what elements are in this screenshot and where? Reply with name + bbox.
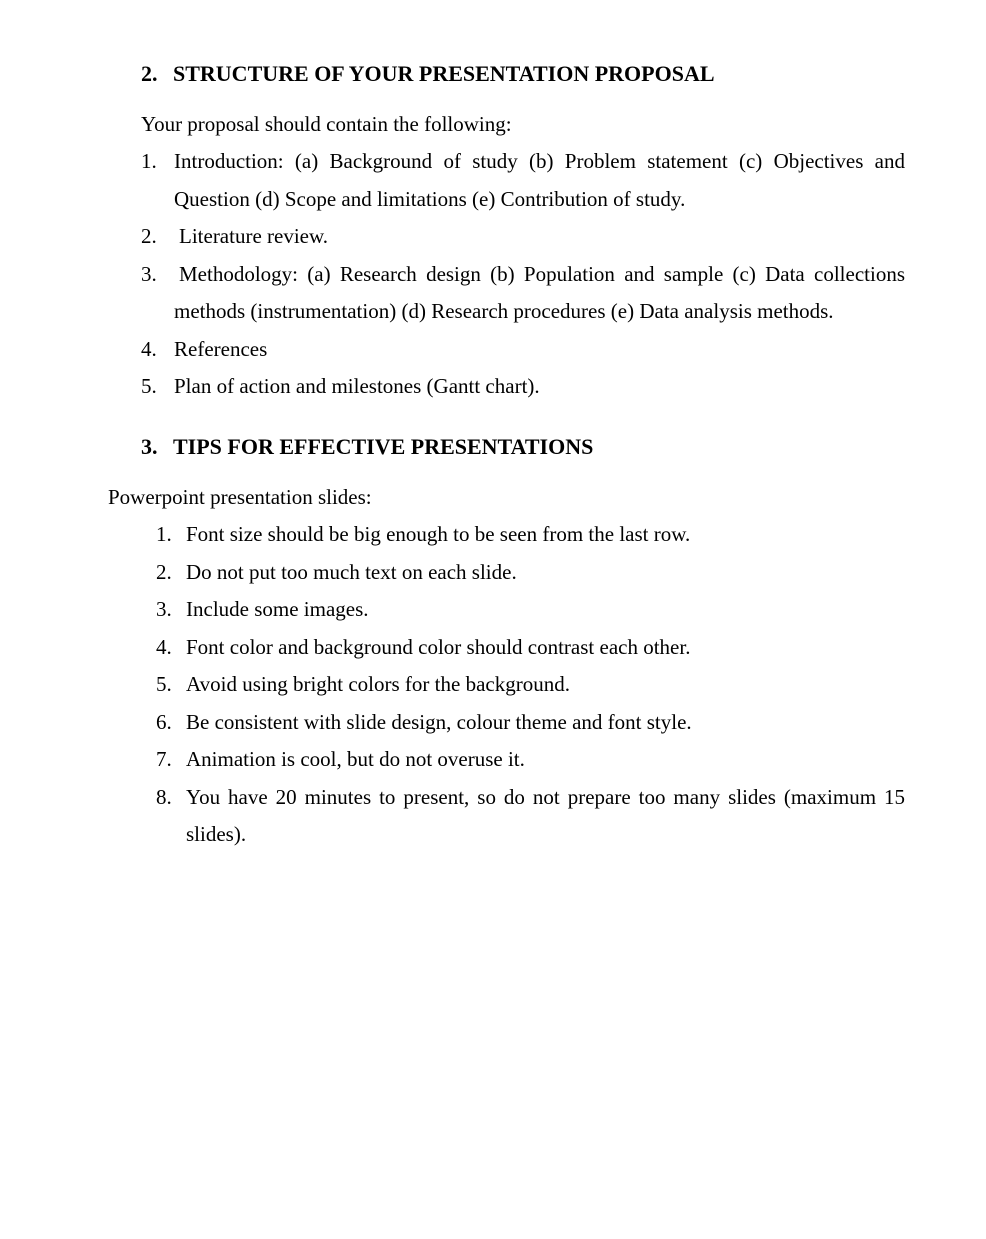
section-2-item-1-marker: 1. [141, 149, 157, 173]
section-3-item-5-line-1: Avoid using bright colors for the background. [186, 672, 570, 696]
section-2-item-3-marker: 3. [141, 262, 157, 286]
section-3-item-4-line-1: Font color and background color should contrast each other. [186, 635, 691, 659]
section-2-item-3-line-1: Methodology: (a) Research design (b) Population and sample (c) Data collections [179, 262, 905, 286]
section-3-item-8-marker: 8. [156, 785, 172, 809]
section-3-item-6-marker: 6. [156, 710, 172, 734]
section-2-item-4-line-1: References [174, 337, 268, 361]
section-3-item-3-marker: 3. [156, 597, 172, 621]
section-2-item-5-line-1: Plan of action and milestones (Gantt chart). [174, 374, 540, 398]
section-3-number: 3. [141, 434, 158, 459]
section-3-item-4-marker: 4. [156, 635, 172, 659]
section-3-title: TIPS FOR EFFECTIVE PRESENTATIONS [173, 434, 594, 459]
section-3-item-2-line-1: Do not put too much text on each slide. [186, 560, 517, 584]
section-3-item-5-marker: 5. [156, 672, 172, 696]
section-2-heading [141, 61, 715, 87]
section-3-item-7-line-1: Animation is cool, but do not overuse it. [186, 747, 525, 771]
section-2-item-2-marker: 2. [141, 224, 157, 248]
section-2-item-4-marker: 4. [141, 337, 157, 361]
section-3-item-3-line-1: Include some images. [186, 597, 369, 621]
section-3-item-7-marker: 7. [156, 747, 172, 771]
section-2-item-1-line-2: Question (d) Scope and limitations (e) Contribution of study. [174, 187, 686, 211]
section-2-item-2-line-1: Literature review. [179, 224, 329, 248]
section-2-title: STRUCTURE OF YOUR PRESENTATION PROPOSAL [173, 61, 715, 86]
section-3-item-2-marker: 2. [156, 560, 172, 584]
section-3-item-8-line-2: slides). [186, 822, 247, 846]
section-3-intro: Powerpoint presentation slides: [108, 485, 372, 509]
section-2-item-1-line-1: Introduction: (a) Background of study (b) Problem statement (c) Objectives and [174, 149, 905, 173]
section-2-item-5-marker: 5. [141, 374, 157, 398]
section-3-heading [141, 434, 593, 460]
section-2-number: 2. [141, 61, 158, 86]
section-3-item-8-line-1: You have 20 minutes to present, so do not prepare too many slides (maximum 15 [186, 785, 905, 809]
section-3-item-1-marker: 1. [156, 522, 172, 546]
section-2-item-3-line-2: methods (instrumentation) (d) Research procedures (e) Data analysis methods. [174, 299, 834, 323]
section-2-intro: Your proposal should contain the following: [141, 112, 512, 136]
section-3-item-1-line-1: Font size should be big enough to be seen from the last row. [186, 522, 691, 546]
section-3-item-6-line-1: Be consistent with slide design, colour theme and font style. [186, 710, 692, 734]
